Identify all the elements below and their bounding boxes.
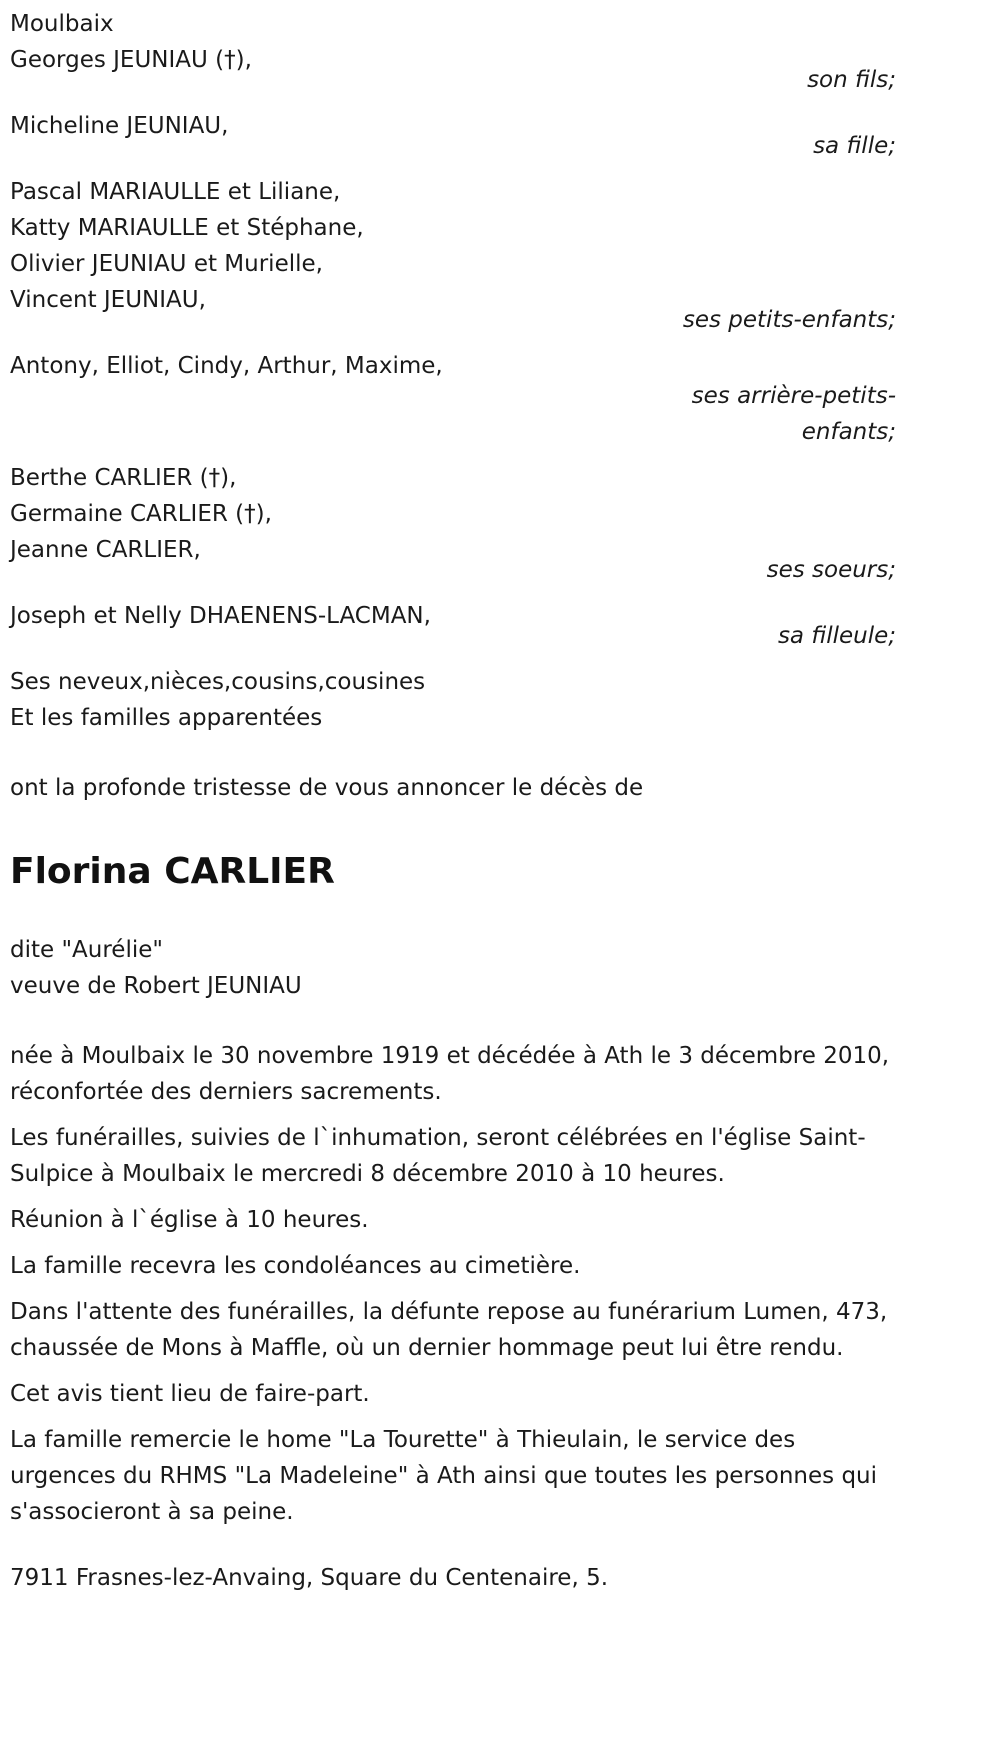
family-member: Olivier JEUNIAU et Murielle, — [10, 251, 323, 277]
birth-death-paragraph: née à Moulbaix le 30 novembre 1919 et décédée à Ath le 3 décembre 2010, réconfortée des derniers sacrements. — [10, 1043, 890, 1105]
family-member: Antony, Elliot, Cindy, Arthur, Maxime, — [10, 353, 443, 379]
family-member: Berthe CARLIER (†), — [10, 465, 237, 491]
family-group-goddaughter — [10, 598, 896, 654]
nickname: dite "Aurélie" — [10, 937, 163, 963]
funerarium-paragraph: Dans l'attente des funérailles, la défunte repose au funérarium Lumen, 473, chaussée de Mons à Maffle, où un dernier hommage peut lui être rendu. — [10, 1299, 888, 1361]
family-member: Vincent JEUNIAU, — [10, 287, 206, 313]
thanks-paragraph: La famille remercie le home "La Tourette" à Thieulain, le service des urgences du RHMS "La Madeleine" à Ath ainsi que toutes les personnes qui s'associeront à sa peine. — [10, 1427, 878, 1525]
family-group-sisters — [10, 460, 896, 588]
origin-town: Moulbaix — [10, 11, 114, 37]
family-group-grandchildren — [10, 174, 896, 338]
family-role: ses petits-enfants; — [682, 307, 896, 333]
obituary-notice — [10, 0, 896, 1596]
family-member: Georges JEUNIAU (†), — [10, 47, 252, 73]
condolences-paragraph: La famille recevra les condoléances au cimetière. — [10, 1253, 581, 1279]
extended-family-line: Et les familles apparentées — [10, 705, 323, 731]
announcement: ont la profonde tristesse de vous annoncer le décès de — [10, 775, 644, 801]
family-member: Katty MARIAULLE et Stéphane, — [10, 215, 364, 241]
family-member: Joseph et Nelly DHAENENS-LACMAN, — [10, 603, 431, 629]
family-member: Jeanne CARLIER, — [10, 537, 201, 563]
funeral-paragraph: Les funérailles, suivies de l`inhumation, seront célébrées en l'église Saint-Sulpice à Moulbaix le mercredi 8 décembre 2010 à 10 heures. — [10, 1125, 866, 1187]
family-member: Germaine CARLIER (†), — [10, 501, 272, 527]
notice-paragraph: Cet avis tient lieu de faire-part. — [10, 1381, 370, 1407]
spouse-line: veuve de Robert JEUNIAU — [10, 973, 302, 999]
family-member: Micheline JEUNIAU, — [10, 113, 229, 139]
family-group-great-grandchildren — [10, 348, 896, 450]
family-role: ses soeurs; — [766, 557, 896, 583]
family-group-daughter — [10, 108, 896, 164]
extended-family-line: Ses neveux,nièces,cousins,cousines — [10, 669, 426, 695]
family-role: son fils; — [807, 67, 896, 93]
family-role: ses arrière-petits-enfants; — [691, 383, 896, 445]
family-role: sa filleule; — [777, 623, 896, 649]
deceased-name: Florina CARLIER — [10, 851, 335, 892]
family-role: sa fille; — [813, 133, 896, 159]
family-member: Pascal MARIAULLE et Liliane, — [10, 179, 341, 205]
meeting-paragraph: Réunion à l`église à 10 heures. — [10, 1207, 369, 1233]
address: 7911 Frasnes-lez-Anvaing, Square du Centenaire, 5. — [10, 1565, 609, 1591]
extended-family — [10, 664, 896, 736]
family-group-son — [10, 42, 896, 98]
